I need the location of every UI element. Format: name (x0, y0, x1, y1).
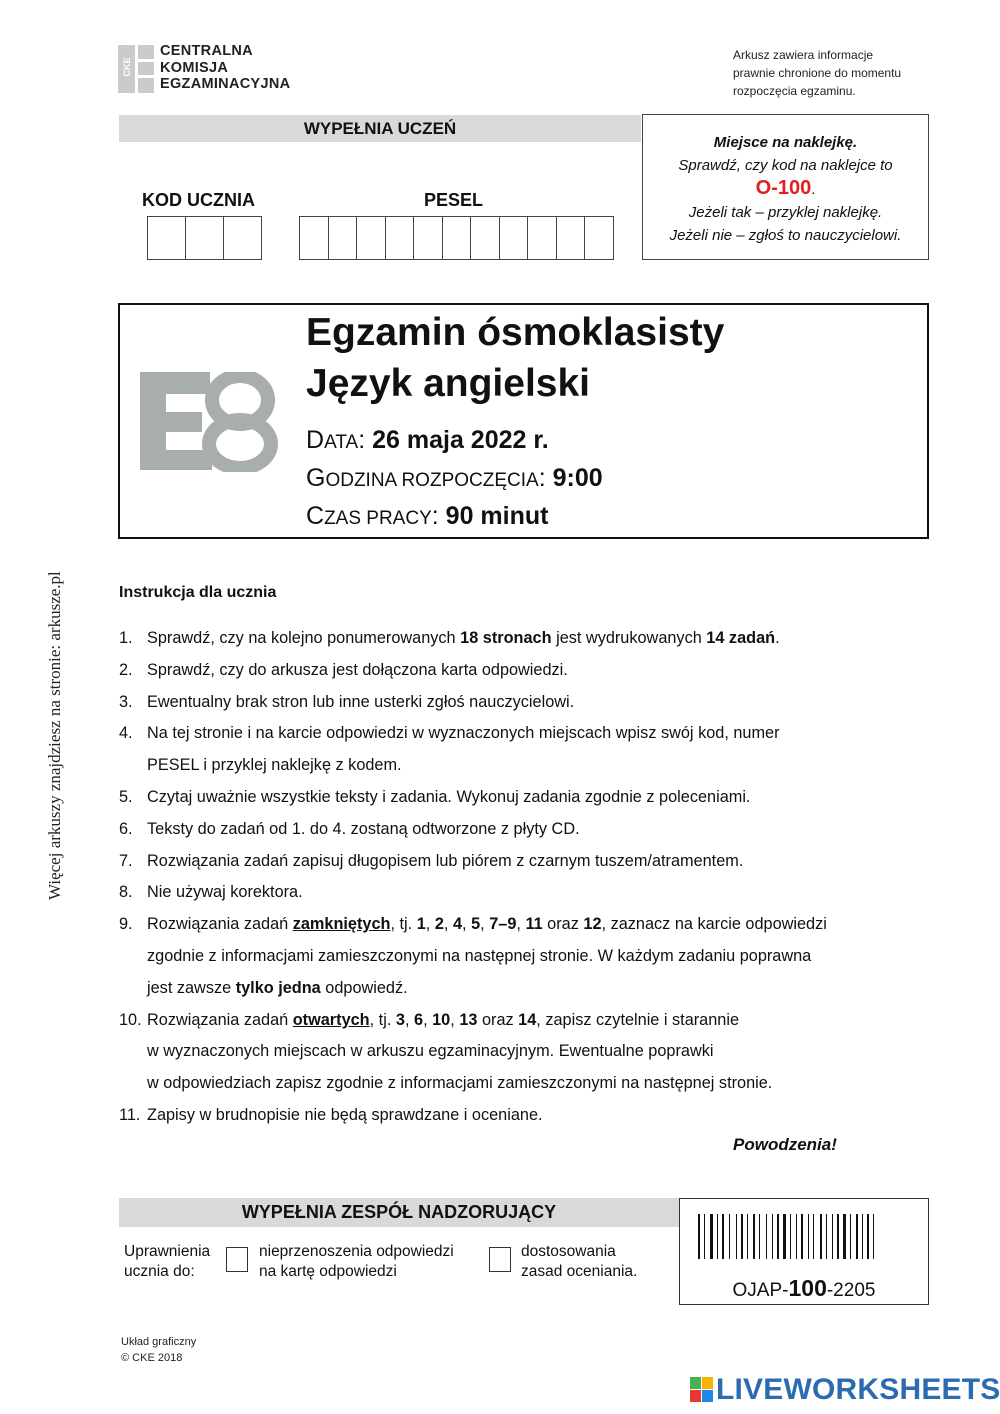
institution-line: KOMISJA (160, 59, 229, 76)
exam-duration (306, 502, 548, 531)
instruction-number: 6. (119, 819, 133, 838)
credit-text (121, 1334, 196, 1366)
instruction-text: Rozwiązania zadań otwartych, tj. 3, 6, 10, 13 oraz 14, zapisz czytelnie i starannie w wyznaczonych miejscach w arkuszu egzaminacyjnym. Ewentualne poprawki w odpowiedziach zapisz zgodnie z informacjami zamieszczonymi na następnej stronie. (147, 1010, 773, 1093)
code-digit-box[interactable] (148, 217, 186, 259)
pesel-digit-box[interactable] (471, 217, 500, 259)
adjusted-grading-label (521, 1242, 637, 1282)
instruction-text: Sprawdź, czy do arkusza jest dołączona karta odpowiedzi. (147, 660, 568, 679)
instruction-text: Ewentualny brak stron lub inne usterki zgłoś nauczycielowi. (147, 692, 575, 711)
duration-value: 90 minut (445, 502, 549, 530)
instruction-text: Na tej stronie i na karcie odpowiedzi w wyznaczonych miejscach wpisz swój kod, numer PESEL i przyklej naklejkę z kodem. (147, 724, 780, 775)
no-transfer-label (259, 1242, 454, 1282)
instruction-number: 2. (119, 660, 133, 679)
instruction-item (119, 623, 929, 655)
code-suffix: -2205 (826, 1280, 876, 1301)
rights-line: ucznia do: (124, 1263, 195, 1280)
pesel-digit-box[interactable] (443, 217, 472, 259)
watermark-text: LIVEWORKSHEETS (716, 1373, 1000, 1406)
student-code-label: KOD UCZNIA (142, 190, 255, 210)
date-colon: : (358, 426, 366, 454)
instruction-number: 1. (119, 629, 133, 647)
instruction-number: 5. (119, 787, 133, 806)
exam-start-time (306, 464, 603, 493)
pesel-digit-box[interactable] (414, 217, 443, 259)
sticker-check-text: Sprawdź, czy kod na naklejce to (678, 157, 893, 174)
instruction-number: 7. (119, 851, 133, 870)
barcode-icon (698, 1214, 910, 1259)
date-value: 26 maja 2022 r. (372, 426, 549, 454)
instruction-item (119, 782, 929, 814)
pesel-digit-box[interactable] (357, 217, 386, 259)
cke-logo-icon (118, 45, 154, 93)
instruction-number: 3. (119, 692, 133, 711)
pesel-digit-box[interactable] (557, 217, 586, 259)
notice-line: prawnie chronione do momentu (733, 66, 902, 80)
option-line: zasad oceniania. (521, 1263, 638, 1280)
sticker-title: Miejsce na naklejkę. (713, 134, 858, 151)
sheet-code (679, 1275, 929, 1302)
instruction-text: Rozwiązania zadań zamkniętych, tj. 1, 2, 4, 5, 7–9, 11 oraz 12, zaznacz na karcie odpowiedzi zgodnie z informacjami zamieszczonymi na następnej stronie. W każdym zadaniu poprawna jest zawsze tylko jedna odpowiedź. (147, 915, 827, 997)
supervisor-section-header: WYPEŁNIA ZESPÓŁ NADZORUJĄCY (119, 1198, 679, 1227)
instruction-text: Sprawdź, czy na kolejno ponumerowanych 18 stronach jest wydrukowanych 14 zadań. (147, 629, 780, 647)
duration-label-rest: ZAS PRACY (324, 508, 432, 529)
instruction-number: 9. (119, 915, 133, 934)
student-code-field[interactable] (147, 216, 262, 260)
institution-line: EGZAMINACYJNA (160, 76, 291, 92)
legal-notice (733, 46, 901, 100)
institution-name (160, 43, 290, 93)
liveworksheets-watermark (690, 1373, 1000, 1407)
code-number: 100 (788, 1275, 827, 1301)
instruction-number: 4. (119, 724, 133, 743)
rights-line: Uprawnienia (124, 1243, 211, 1260)
exam-title: Egzamin ósmoklasisty (306, 311, 725, 354)
instruction-item (119, 1005, 929, 1100)
institution-line: CENTRALNA (160, 43, 253, 59)
pesel-digit-box[interactable] (329, 217, 358, 259)
time-label-rest: ODZINA ROZPOCZĘCIA (325, 470, 539, 491)
instruction-text: Zapisy w brudnopisie nie będą sprawdzane i oceniane. (147, 1105, 543, 1124)
instruction-item (119, 909, 929, 1004)
time-value: 9:00 (552, 464, 603, 492)
instruction-number: 8. (119, 883, 133, 902)
pesel-digit-box[interactable] (386, 217, 415, 259)
liveworksheets-logo-icon (690, 1377, 714, 1403)
credit-line: © CKE 2018 (121, 1352, 183, 1364)
instruction-item (119, 814, 929, 846)
rights-label (124, 1242, 210, 1282)
exam-date (306, 426, 549, 455)
instructions-title: Instrukcja dla ucznia (119, 584, 277, 601)
adjusted-grading-checkbox[interactable] (489, 1247, 511, 1272)
side-watermark-text: Więcej arkuszy znajdziesz na stronie: arkusze.pl (45, 571, 64, 900)
instruction-number: 10. (119, 1010, 142, 1029)
sticker-code: O-100 (755, 177, 812, 199)
option-line: na kartę odpowiedzi (259, 1263, 397, 1280)
sticker-box (642, 114, 929, 260)
pesel-label: PESEL (424, 190, 484, 210)
option-line: dostosowania (521, 1243, 616, 1260)
instruction-item (119, 718, 929, 782)
instruction-item (119, 687, 929, 719)
instructions-list (119, 623, 929, 1132)
no-transfer-checkbox[interactable] (226, 1247, 248, 1272)
notice-line: rozpoczęcia egzaminu. (733, 84, 856, 98)
instruction-item (119, 1100, 929, 1132)
instruction-item (119, 655, 929, 687)
logo-letters: CKE (122, 57, 132, 77)
instruction-text: Teksty do zadań od 1. do 4. zostaną odtworzone z płyty CD. (147, 819, 580, 838)
instruction-number: 11. (119, 1105, 141, 1124)
pesel-digit-box[interactable] (500, 217, 529, 259)
instruction-text: Nie używaj korektora. (147, 883, 303, 902)
instruction-item (119, 846, 929, 878)
date-label-cap: D (306, 426, 325, 454)
duration-label-cap: C (306, 502, 325, 530)
pesel-digit-box[interactable] (528, 217, 557, 259)
notice-line: Arkusz zawiera informacje (733, 48, 874, 62)
code-digit-box[interactable] (186, 217, 224, 259)
instruction-text: Czytaj uważnie wszystkie teksty i zadania. Wykonuj zadania zgodnie z poleceniami. (147, 787, 751, 806)
student-section-header: WYPEŁNIA UCZEŃ (119, 115, 641, 142)
e8-logo-icon (140, 372, 280, 472)
option-line: nieprzenoszenia odpowiedzi (259, 1243, 454, 1260)
code-digit-box[interactable] (224, 217, 261, 259)
duration-colon: : (431, 502, 439, 530)
pesel-digit-box[interactable] (585, 217, 613, 259)
time-label-cap: G (306, 464, 326, 492)
instruction-text: Rozwiązania zadań zapisuj długopisem lub piórem z czarnym tuszem/atramentem. (147, 851, 744, 870)
sticker-yes-text: Jeżeli tak – przyklej naklejkę. (688, 204, 883, 221)
date-label-rest: ATA (324, 432, 359, 453)
instruction-item (119, 877, 929, 909)
sticker-no-text: Jeżeli nie – zgłoś to nauczycielowi. (669, 227, 902, 244)
credit-line: Układ graficzny (121, 1336, 197, 1348)
sticker-code-suffix: . (811, 181, 816, 198)
pesel-digit-box[interactable] (300, 217, 329, 259)
pesel-field[interactable] (299, 216, 614, 260)
closing-text: Powodzenia! (733, 1135, 837, 1154)
code-prefix: OJAP- (732, 1280, 789, 1301)
exam-subject: Język angielski (306, 362, 591, 405)
time-colon: : (538, 464, 546, 492)
